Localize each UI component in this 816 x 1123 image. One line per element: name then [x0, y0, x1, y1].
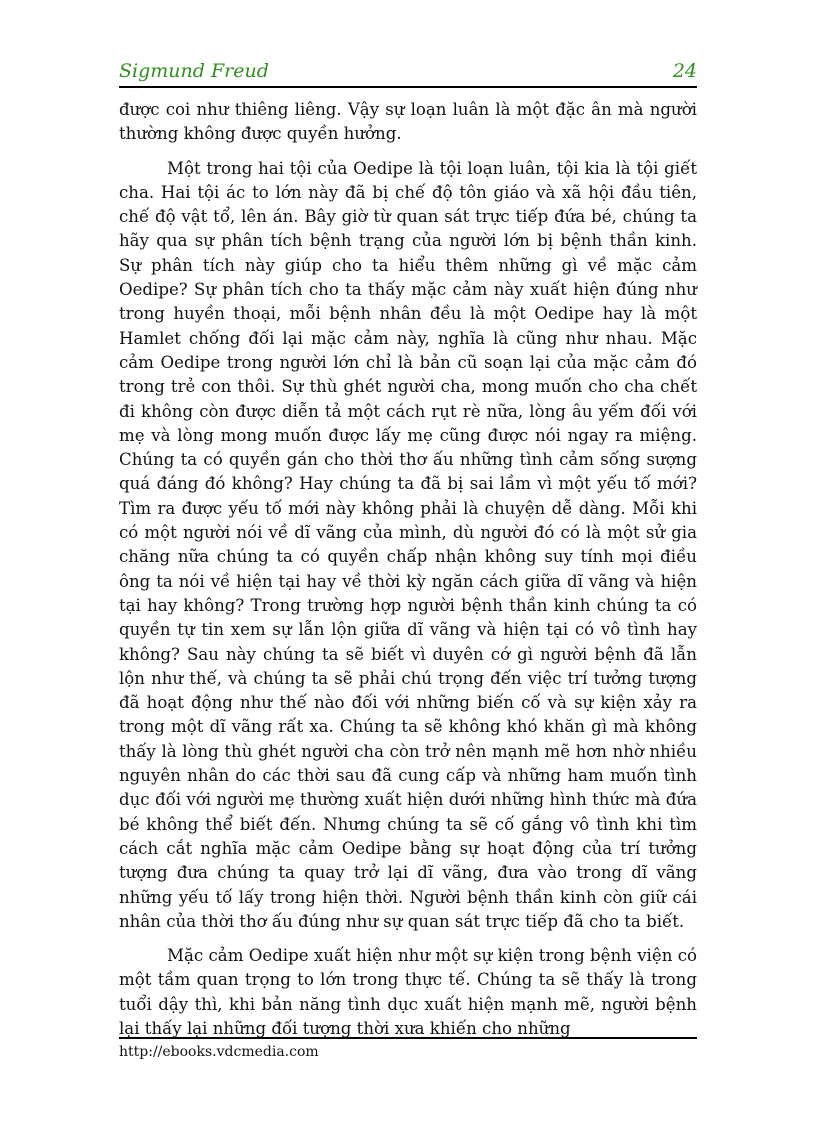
paragraph: Một trong hai tội của Oedipe là tội loạn luân, tội kia là tội giết cha. Hai tội ác to lớn này đã bị chế độ tôn giáo và xã hội đầu tiên, chế độ vật tổ, lên án. Bây giờ từ quan sát trực tiếp đứa bé, chúng ta hãy qua sự phân tích bệnh trạng của người lớn bị bệnh thần kinh. Sự phân tích này giúp cho ta hiểu thêm những gì về mặc cảm Oedipe? Sự phân tích cho ta thấy mặc cảm này xuất hiện đúng như trong huyền thoại, mỗi bệnh nhân đều là một Oedipe hay là một Hamlet chống đối lại mặc cảm này, nghĩa là cũng như nhau. Mặc cảm Oedipe trong người lớn chỉ là bản cũ soạn lại của mặc cảm đó trong trẻ con thôi. Sự thù ghét người cha, mong muốn cho cha chết đi không còn được diễn tả một cách rụt rè nữa, lòng âu yếm đối với mẹ và lòng mong muốn được lấy mẹ cũng được nói ngay ra miệng. Chúng ta có quyền gán cho thời thơ ấu những tình cảm sống sượng quá đáng đó không? Hay chúng ta đã bị sai lầm vì một yếu tố mới? Tìm ra được yếu tố mới này không phải là chuyện dễ dàng. Mỗi khi có một người nói về dĩ vãng của mình, dù người đó có là một sử gia chăng nữa chúng ta có quyền chấp nhận không suy tính mọi điều ông ta nói về hiện tại hay về thời kỳ ngăn cách giữa dĩ vãng và hiện tại hay không? Trong trường hợp người bệnh thần kinh chúng ta có quyền tự tin xem sự lẫn lộn giữa dĩ vãng và hiện tại có vô tình hay không? Sau này chúng ta sẽ biết vì duyên cớ gì người bệnh đã lẫn lộn như thế, và chúng ta sẽ phải chú trọng đến việc trí tưởng tượng đã hoạt động như thế nào đối với những biến cố và sự kiện xảy ra trong một dĩ vãng rất xa. Chúng ta sẽ không khó khăn gì mà không thấy là lòng thù ghét người cha còn trở nên mạnh mẽ hơn nhờ nhiều nguyên nhân do các thời sau đã cung cấp và những ham muốn tình dục đối với người mẹ thường xuất hiện dưới những hình thức mà đứa bé không thể biết đến. Nhưng chúng ta sẽ cố gắng vô tình khi tìm cách cắt nghĩa mặc cảm Oedipe bằng sự hoạt động của trí tưởng tượng đưa chúng ta quay trở lại dĩ vãng, đưa vào trong dĩ vãng những yếu tố lấy trong hiện thời. Người bệnh thần kinh còn giữ cái nhân của thời thơ ấu đúng như sự quan sát trực tiếp đã cho ta biết. [119, 158, 697, 931]
footer-url[interactable]: http://ebooks.vdcmedia.com [119, 1044, 319, 1060]
header-page-number: 24 [672, 60, 697, 82]
paragraph-continuation: được coi như thiêng liêng. Vậy sự loạn luân là một đặc ân mà người thường không được quyền hưởng. [119, 100, 697, 144]
footer-rule [119, 1037, 697, 1039]
header-rule [119, 86, 697, 88]
body-text [119, 98, 697, 1041]
paragraph: Mặc cảm Oedipe xuất hiện như một sự kiện trong bệnh viện có một tầm quan trọng to lớn trong thực tế. Chúng ta sẽ thấy là trong tuổi dậy thì, khi bản năng tình dục xuất hiện mạnh mẽ, người bệnh lại thấy lại những đối tượng thời xưa khiến cho những [119, 946, 697, 1038]
header-author: Sigmund Freud [119, 60, 269, 82]
running-header [119, 58, 697, 84]
